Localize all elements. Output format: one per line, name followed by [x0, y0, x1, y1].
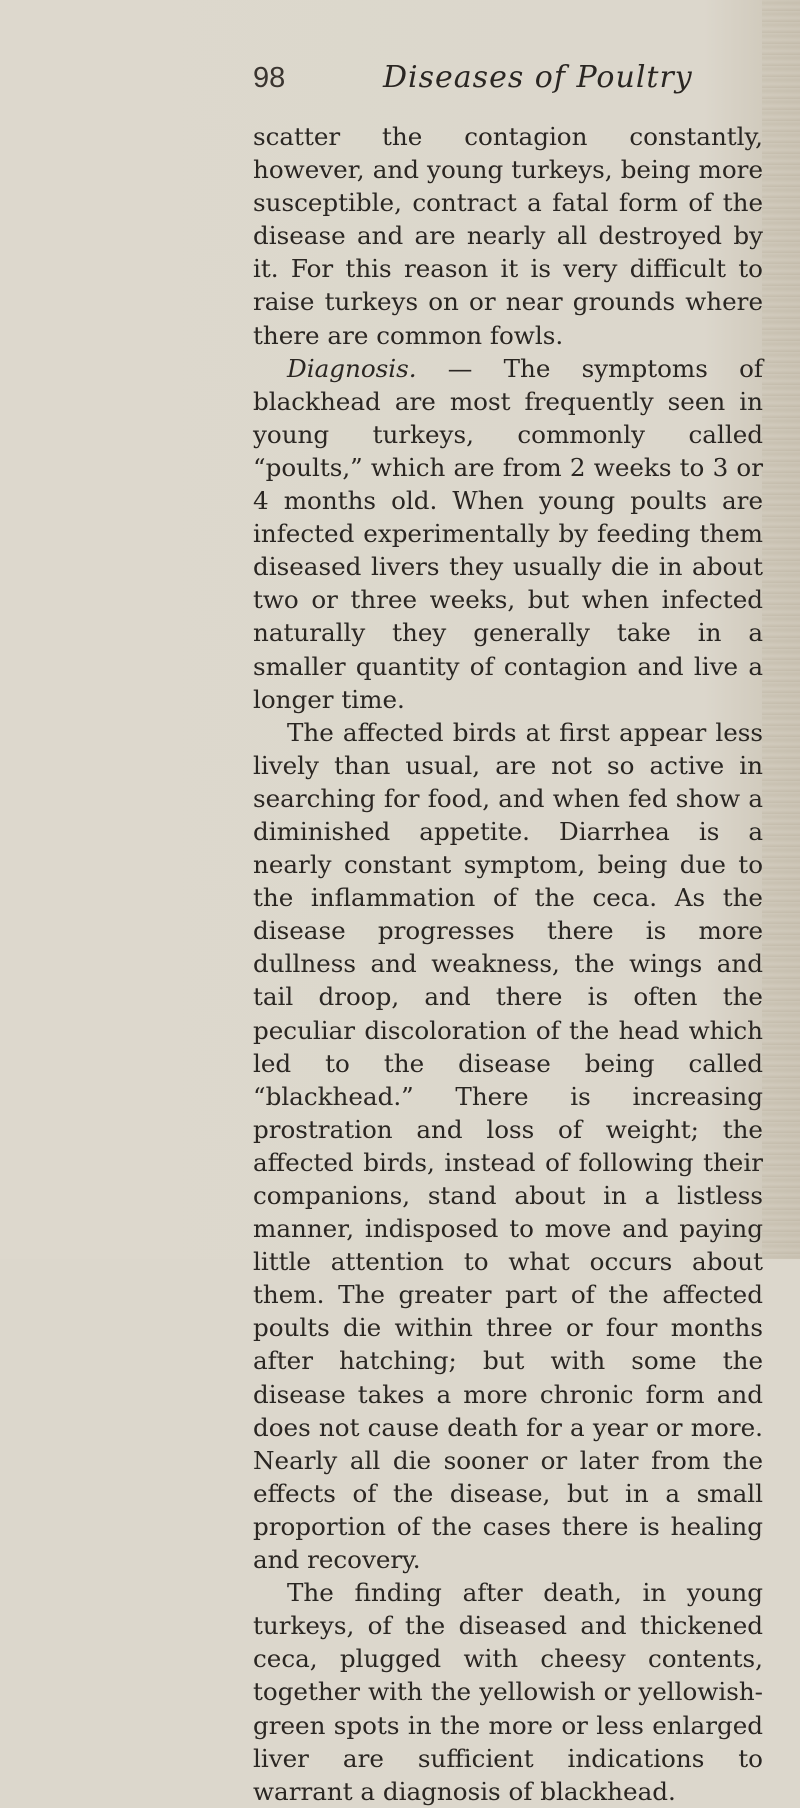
body-text — [253, 120, 763, 1808]
paragraph-findings: The finding after death, in young turkeys, of the diseased and thickened ceca, plugged with cheesy contents, together with the yellowish or yellowish-green spots in the more or less enlarged liver are sufficient indications to warrant a diagnosis of blackhead. — [253, 1578, 763, 1806]
page-header — [253, 58, 693, 98]
paragraph-symptoms: The affected birds at first appear less lively than usual, are not so active in searching for food, and when fed show a diminished appetite. Diarrhea is a nearly constant symptom, being due to the inflammation of the ceca. As the disease progresses there is more dullness and weakness, the wings and tail droop, and there is often the peculiar discoloration of the head which led to the disease being called “blackhead.” There is increasing prostration and loss of weight; the affected birds, instead of following their companions, stand about in a listless manner, indisposed to move and paying little attention to what occurs about them. The greater part of the affected poults die within three or four months after hatching; but with some the disease takes a more chronic form and does not cause death for a year or more. Nearly all die sooner or later from the effects of the disease, but in a small proportion of the cases there is healing and recovery. — [253, 717, 763, 1575]
diagnosis-heading: Diagnosis. — [287, 353, 417, 383]
running-title: Diseases of Poultry — [383, 60, 693, 95]
paragraph-continued: scatter the contagion constantly, however, and young turkeys, being more susceptible, contract a fatal form of the disease and are nearly all destroyed by it. For this reason it is very difficult to raise turkeys on or near grounds where there are common fowls. — [253, 122, 763, 350]
paragraph-diagnosis — [253, 352, 763, 716]
page-number: 98 — [253, 62, 286, 94]
diagnosis-text: — The symptoms of blackhead are most frequently seen in young turkeys, commonly called “poults,” which are from 2 weeks to 3 or 4 months old. When young poults are infected experimentally by feeding them diseased livers they usually die in about two or three weeks, but when infected naturally they generally take in a smaller quantity of contagion and live a longer time. — [253, 353, 763, 714]
page-edge — [762, 0, 800, 1259]
